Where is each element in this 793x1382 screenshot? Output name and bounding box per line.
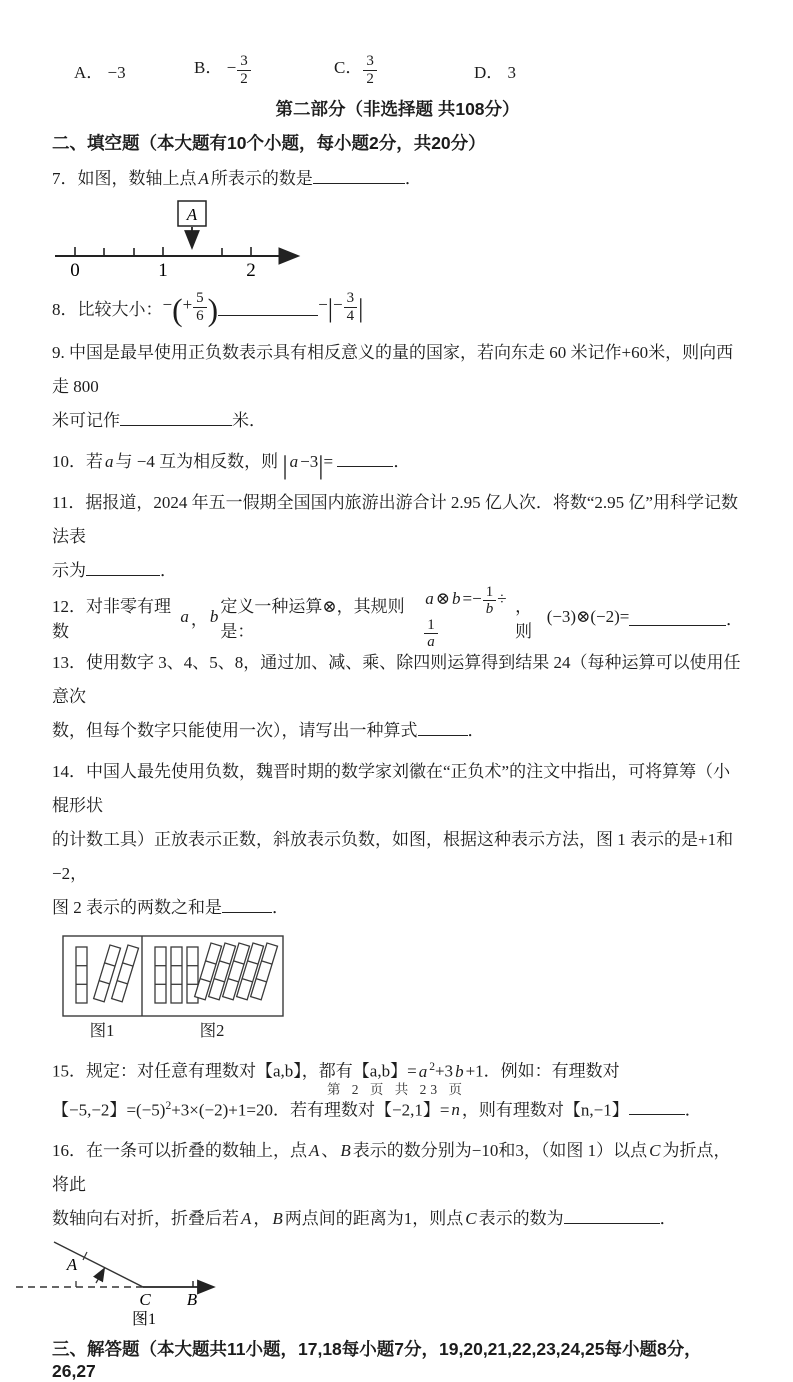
option-a xyxy=(74,58,194,83)
q15-var-n: n xyxy=(451,1100,460,1120)
numberline-label-2: 2 xyxy=(246,260,256,281)
q11-line2: 示为 ． xyxy=(52,554,743,588)
part2-heading: 第二部分（非选择题 共108分） xyxy=(275,99,520,119)
q15-line2: 【−5,−2】$=(-5)^2+3\times(-2)+1=20$．若有理数对【−2,1】= n ，则有理数对【n,−1】 ． xyxy=(52,1089,743,1128)
q15-pair1: 【a,b】 xyxy=(256,1061,302,1081)
q12-var-b: b xyxy=(209,607,219,626)
q10-abs-expression: | a −3|= xyxy=(282,451,334,481)
fold-label-A: A xyxy=(66,1255,78,1275)
fig1-caption: 图1 xyxy=(89,1021,115,1040)
q12-var-a: a xyxy=(180,607,189,626)
q15-line1: 15．规定：对任意有理数对【a,b】，都有【a,b】= a $^2$+3 b +1．例如：有理数对 xyxy=(52,1060,620,1081)
answer-blank-q7 xyxy=(313,165,405,184)
q16-line2: 数轴向右对折，折叠后若 A ， B 两点间的距离为1，则点 C 表示的数为 ． xyxy=(52,1202,743,1236)
q14-line3: 图 2 表示的两数之和是 ． xyxy=(52,891,743,925)
q16-line1: 16．在一条可以折叠的数轴上，点 A 、 B 表示的数分别为−10和3，（如图 1）以点 C 为折点，将此 xyxy=(52,1141,731,1195)
fold-label-C: C xyxy=(139,1290,151,1310)
q12-rule-formula: a ⊗ b =− $\frac{1}{b}$ ÷ $\frac{1}{a}$ xyxy=(425,583,507,651)
q14-line2: 的计数工具）正放表示正数，斜放表示负数，如图，根据这种表示方法，图 1 表示的是+1和−2， xyxy=(52,830,734,883)
answer-blank-q14 xyxy=(222,894,272,913)
answer-blank-q15 xyxy=(629,1096,685,1115)
q8-fraction-1: $\frac{5}{6}$ xyxy=(193,290,207,323)
fig1-rods xyxy=(76,945,139,1003)
question-16 xyxy=(52,1134,743,1236)
question-8 xyxy=(52,285,743,329)
answer-blank-q16 xyxy=(564,1205,660,1224)
option-d-value: 3 xyxy=(507,62,517,82)
q16-var-C: C xyxy=(649,1141,661,1161)
q9-line1: 9. 中国是最早使用正负数表示具有相反意义的量的国家，若向东走 60 米记作+60米，则向西走 800 xyxy=(52,343,734,396)
q12-fraction-1: $\frac{1}{b}$ xyxy=(483,584,497,617)
option-d-label: D． xyxy=(474,62,504,82)
q16-var-A: A xyxy=(309,1141,320,1161)
question-9 xyxy=(52,336,743,438)
numberline-label-0: 0 xyxy=(70,260,80,281)
option-d xyxy=(474,58,516,83)
fold-figure-caption: 图1 xyxy=(131,1311,157,1329)
option-c xyxy=(334,53,474,86)
q8-fraction-2: $\frac{3}{4}$ xyxy=(344,290,358,323)
option-b-fraction: $\frac{3}{2}$ xyxy=(237,53,251,86)
option-a-value: −3 xyxy=(107,62,126,82)
q7-text: 7．如图，数轴上点 xyxy=(52,169,197,188)
page-footer: 第 2 页 共 23 页 xyxy=(326,1082,467,1097)
q8-expression-2: −|− $\frac{3}{4}$ | xyxy=(318,290,364,324)
answer-blank-q9 xyxy=(120,407,232,426)
fold-label-B: B xyxy=(186,1290,198,1310)
numberline-label-1: 1 xyxy=(158,260,168,281)
answer-blank-q10 xyxy=(337,448,393,467)
question-10: 10．若 a 与 −4 互为相反数，则 | a −3|= ． xyxy=(52,445,743,479)
folded-numberline-figure xyxy=(14,1240,230,1330)
option-c-fraction: $\frac{3}{2}$ xyxy=(363,53,377,86)
q13-line2: 数，但每个数字只能使用一次），请写出一种算式 ． xyxy=(52,714,743,748)
q7-text2: 所表示的数是 xyxy=(210,169,313,188)
answer-blank-q13 xyxy=(418,717,468,736)
answer-blank-q8 xyxy=(218,298,318,317)
option-b-label: B． xyxy=(194,58,223,78)
fill-in-section-heading: 二、填空题（本大题有10个小题，每小题2分，共20分） xyxy=(52,133,486,153)
numberline-figure xyxy=(47,198,319,281)
option-b xyxy=(194,53,334,86)
q12-fraction-2: $\frac{1}{a}$ xyxy=(424,617,438,650)
question-14 xyxy=(52,755,743,925)
q9-line2: 米可记作 米． xyxy=(52,404,743,438)
question-7 xyxy=(52,162,743,196)
q15-exponent: 2 xyxy=(429,1060,435,1073)
q11-line1: 11．据报道，2024 年五一假期全国国内旅游出游合计 2.95 亿人次．将数“2.95 亿”用科学记数法表 xyxy=(52,493,738,546)
q13-line1: 13．使用数字 3、4、5、8，通过加、减、乘、除四则运算得到结果 24（每种运算可以使用任意次 xyxy=(52,653,741,706)
numberline-ticks xyxy=(75,247,251,256)
fig2-caption: 图2 xyxy=(199,1021,225,1040)
answer-section-heading: 三、解答题（本大题共11小题，17,18每小题7分，19,20,21,22,23,24,25每小题8分，26,27 xyxy=(52,1339,702,1382)
answer-blank-q12 xyxy=(629,608,726,627)
counting-rods-figure xyxy=(62,935,286,1019)
mc-options-row xyxy=(52,46,743,94)
q8-expression-1: −(+ $\frac{5}{6}$ ) xyxy=(162,290,219,328)
q12-eval-expression: (−3)⊗(−2)= xyxy=(546,607,630,626)
q15-exponent-2: 2 xyxy=(165,1098,172,1112)
q7-var-A: A xyxy=(198,169,209,188)
question-12: 12．对非零有理数 a ， b 定义一种运算⊗，其规则是： a ⊗ b =− $\frac{1}{b}$ ÷ $\frac{1}{a}$ ，则 (−3)⊗(−2)= ． xyxy=(52,583,744,651)
fig2-rods xyxy=(155,943,278,1003)
q16-var-B: B xyxy=(340,1141,351,1161)
q7-period: ． xyxy=(404,169,422,188)
answer-blank-q11 xyxy=(86,557,160,576)
rods-figure-captions xyxy=(62,1019,743,1043)
question-13 xyxy=(52,646,743,748)
q15-pair2: 【a,b】 xyxy=(352,1061,408,1081)
q14-line1: 14．中国人最先使用负数，魏晋时期的数学家刘徽在“正负术”的注文中指出，可将算筹（小棍形状 xyxy=(52,762,731,815)
q8-text: 8．比较大小： xyxy=(52,299,163,319)
fold-direction-arrow xyxy=(96,1269,104,1283)
option-b-sign: − xyxy=(226,58,237,78)
option-a-label: A． xyxy=(74,62,104,82)
question-11 xyxy=(52,486,743,588)
option-c-label: C． xyxy=(334,58,363,78)
q10-var-a: a xyxy=(105,452,114,471)
point-A-label: A xyxy=(186,205,198,224)
